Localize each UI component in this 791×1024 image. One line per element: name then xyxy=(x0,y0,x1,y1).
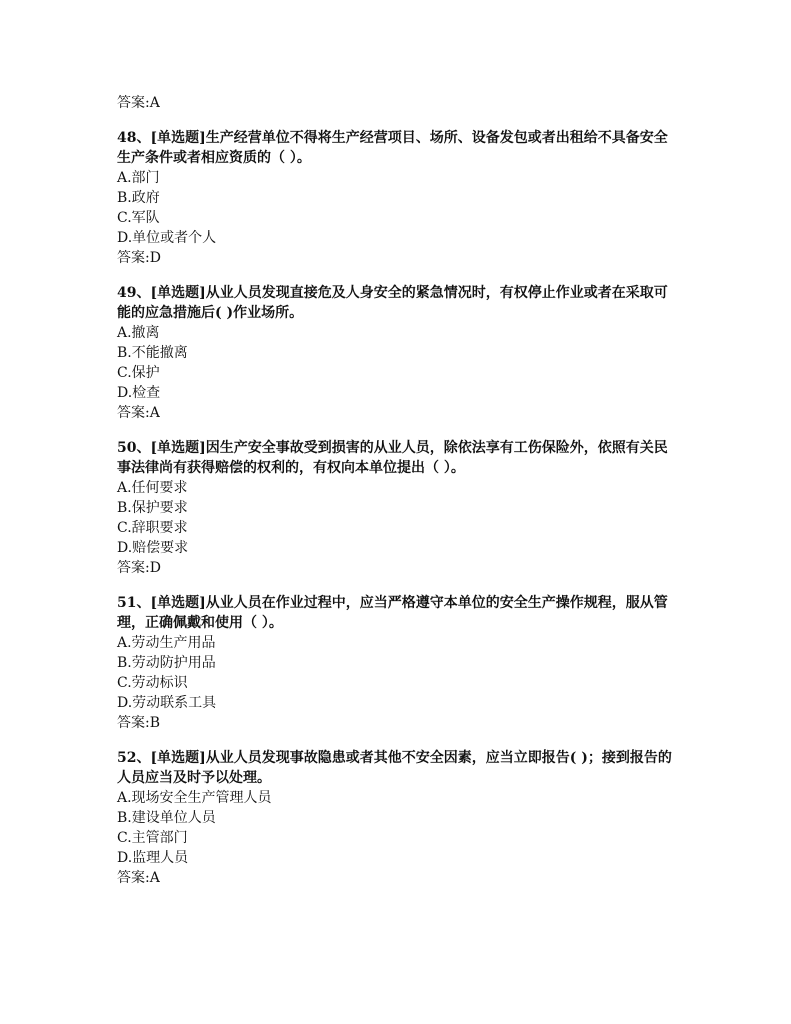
option-d: D.监理人员 xyxy=(117,850,189,866)
option-c: C.辞职要求 xyxy=(117,520,188,536)
question-title: 48、[单选题]生产经营单位不得将生产经营项目、场所、设备发包或者出租给不具备安全生产条件或者相应资质的（ ）。 xyxy=(117,130,668,166)
option-b: B.保护要求 xyxy=(117,500,188,516)
question-48 xyxy=(117,128,677,268)
answer: 答案:A xyxy=(117,405,160,421)
option-c: C.军队 xyxy=(117,210,160,226)
option-a: A.任何要求 xyxy=(117,480,188,496)
option-d: D.劳动联系工具 xyxy=(117,695,217,711)
option-b: B.建设单位人员 xyxy=(117,810,216,826)
option-c: C.劳动标识 xyxy=(117,675,188,691)
answer: 答案:B xyxy=(117,715,161,731)
option-a: A.部门 xyxy=(117,170,160,186)
option-d: D.单位或者个人 xyxy=(117,230,217,246)
question-title: 49、[单选题]从业人员发现直接危及人身安全的紧急情况时，有权停止作业或者在采取可能的应急措施后( )作业场所。 xyxy=(117,285,668,321)
question-50 xyxy=(117,438,677,578)
option-b: B.不能撤离 xyxy=(117,345,188,361)
option-a: A.现场安全生产管理人员 xyxy=(117,790,272,806)
option-b: B.政府 xyxy=(117,190,160,206)
option-b: B.劳动防护用品 xyxy=(117,655,216,671)
previous-answer: 答案:A xyxy=(117,95,160,111)
question-title: 50、[单选题]因生产安全事故受到损害的从业人员，除依法享有工伤保险外，依照有关民事法律尚有获得赔偿的权利的，有权向本单位提出（ ）。 xyxy=(117,440,668,476)
option-d: D.赔偿要求 xyxy=(117,540,189,556)
question-49 xyxy=(117,283,677,423)
option-c: C.保护 xyxy=(117,365,160,381)
question-title: 52、[单选题]从业人员发现事故隐患或者其他不安全因素，应当立即报告( )；接到报告的人员应当及时予以处理。 xyxy=(117,750,672,786)
question-51 xyxy=(117,593,677,733)
document-page xyxy=(117,93,677,888)
question-52 xyxy=(117,748,677,888)
option-d: D.检查 xyxy=(117,385,161,401)
option-a: A.劳动生产用品 xyxy=(117,635,216,651)
answer: 答案:A xyxy=(117,870,160,886)
answer: 答案:D xyxy=(117,250,161,266)
option-c: C.主管部门 xyxy=(117,830,188,846)
question-title: 51、[单选题]从业人员在作业过程中，应当严格遵守本单位的安全生产操作规程，服从管理，正确佩戴和使用（ ）。 xyxy=(117,595,668,631)
option-a: A.撤离 xyxy=(117,325,160,341)
answer: 答案:D xyxy=(117,560,161,576)
